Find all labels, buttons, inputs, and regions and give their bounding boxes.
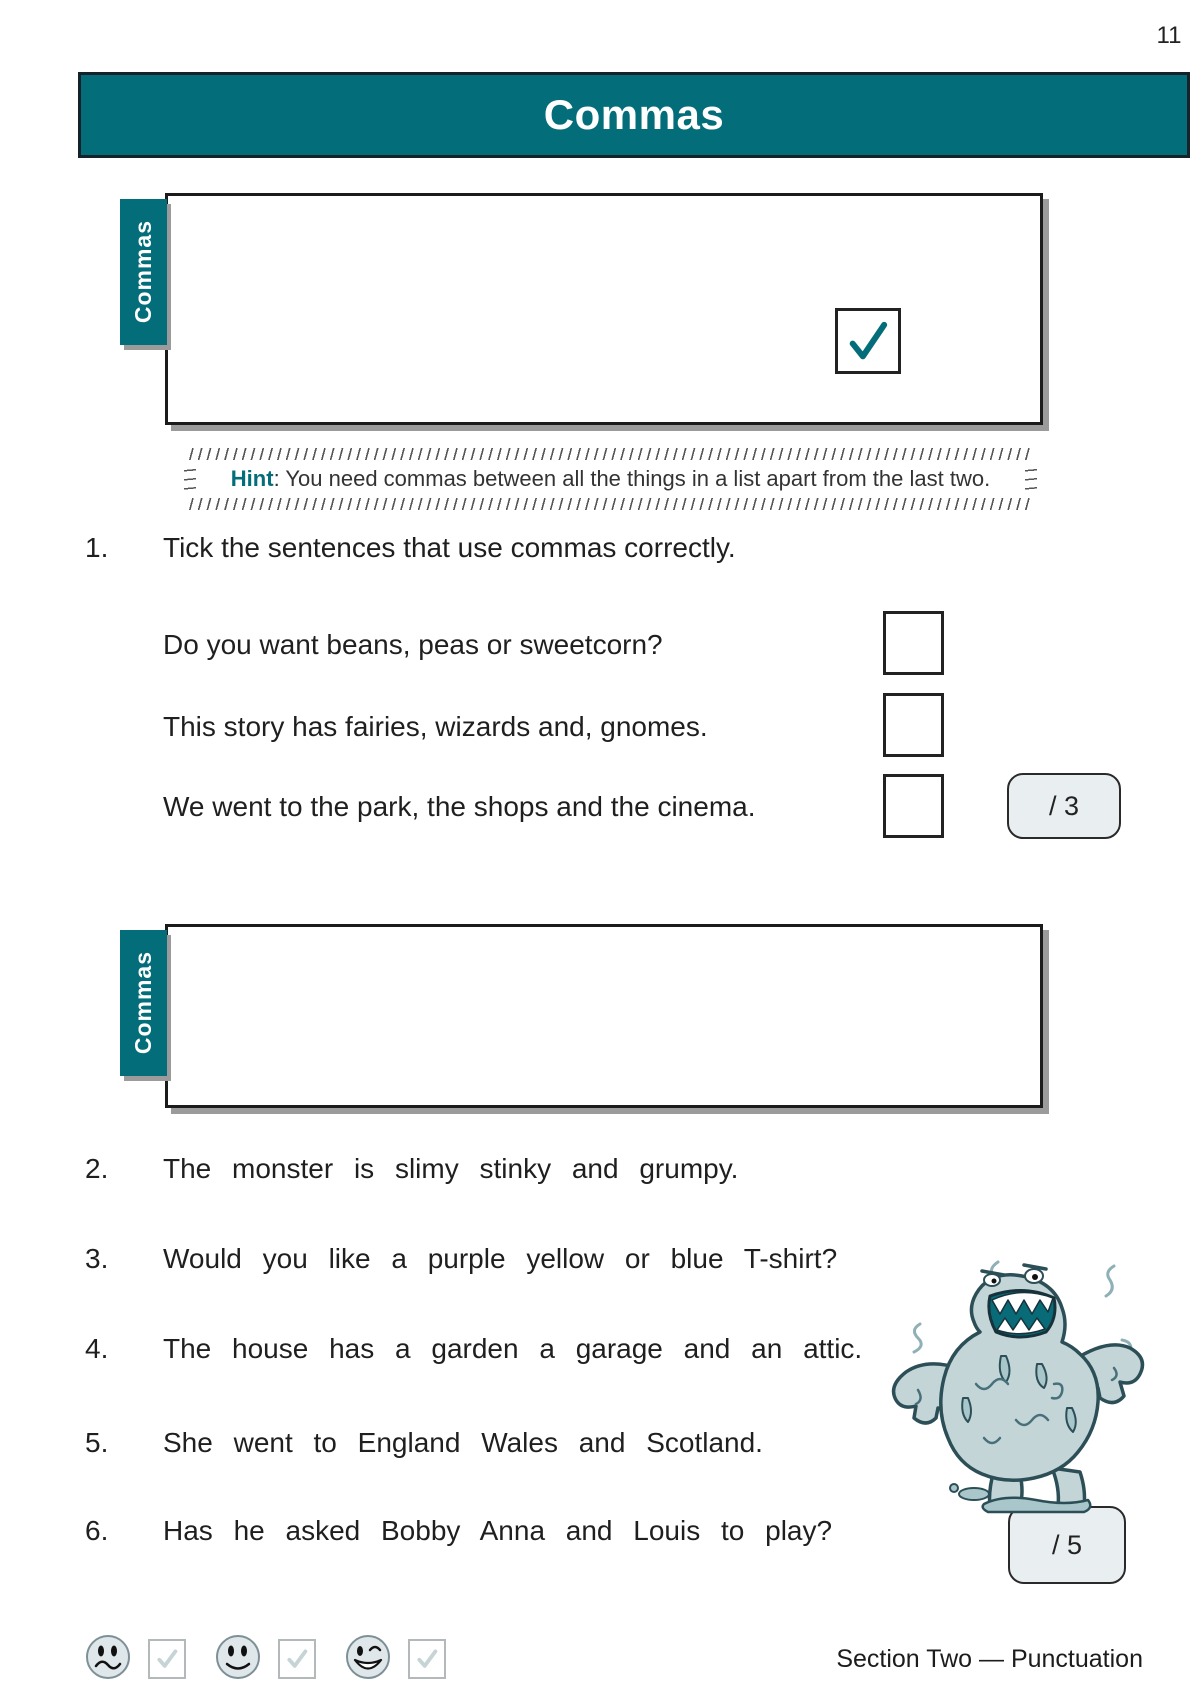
example-checkbox[interactable] bbox=[835, 308, 901, 374]
question-text: Has he asked Bobby Anna and Louis to play? bbox=[163, 1515, 833, 1546]
question-number: 3. bbox=[85, 1243, 109, 1274]
example-box-2 bbox=[165, 924, 1043, 1108]
question-text: Tick the sentences that use commas correctly. bbox=[163, 532, 736, 563]
footer-section-title: Section Two — Punctuation bbox=[836, 1645, 1143, 1673]
question-number: 2. bbox=[85, 1153, 109, 1184]
score-box-q1[interactable] bbox=[1007, 773, 1121, 839]
question-number: 6. bbox=[85, 1515, 109, 1546]
faint-check-icon bbox=[154, 1646, 180, 1672]
question-number: 5. bbox=[85, 1427, 109, 1458]
tab-label: Commas bbox=[130, 951, 156, 1055]
rating-checkbox-worried[interactable] bbox=[148, 1639, 186, 1679]
answer-checkbox-1[interactable] bbox=[883, 611, 944, 675]
question-text: She went to England Wales and Scotland. bbox=[163, 1427, 763, 1458]
worried-face-icon bbox=[84, 1633, 132, 1681]
score-box-q2-6[interactable] bbox=[1008, 1506, 1126, 1584]
neutral-face-icon bbox=[214, 1633, 262, 1681]
option-text: We went to the park, the shops and the cinema. bbox=[163, 791, 756, 822]
page-title: Commas bbox=[543, 91, 725, 138]
hint-border-bottom bbox=[188, 498, 1033, 510]
example-box-1 bbox=[165, 193, 1043, 425]
check-icon bbox=[845, 318, 891, 364]
rating-checkbox-neutral[interactable] bbox=[278, 1639, 316, 1679]
happy-wink-face-icon bbox=[344, 1633, 392, 1681]
question-text: The monster is slimy stinky and grumpy. bbox=[163, 1153, 739, 1184]
hint-text: Hint: You need commas between all the things in a list apart from the last two. bbox=[230, 466, 991, 491]
score-value: / 5 bbox=[1051, 1529, 1083, 1560]
hint-border-top bbox=[188, 448, 1033, 460]
faint-check-icon bbox=[414, 1646, 440, 1672]
tab-label: Commas bbox=[130, 220, 156, 324]
answer-checkbox-2[interactable] bbox=[883, 693, 944, 757]
hint-box bbox=[188, 448, 1033, 510]
commas-tab-1 bbox=[120, 199, 167, 345]
option-text: This story has fairies, wizards and, gnomes. bbox=[163, 711, 708, 742]
title-banner bbox=[78, 72, 1190, 158]
rating-checkbox-happy[interactable] bbox=[408, 1639, 446, 1679]
faint-check-icon bbox=[284, 1646, 310, 1672]
answer-checkbox-3[interactable] bbox=[883, 774, 944, 838]
hint-border-left bbox=[184, 466, 196, 492]
question-text: Would you like a purple yellow or blue T-shirt? bbox=[163, 1243, 838, 1274]
question-number: 1. bbox=[85, 532, 109, 563]
commas-tab-2 bbox=[120, 930, 167, 1076]
hint-border-right bbox=[1025, 466, 1037, 492]
page-number: 11 bbox=[1156, 22, 1182, 49]
question-number: 4. bbox=[85, 1333, 109, 1364]
question-text: The house has a garden a garage and an attic. bbox=[163, 1333, 863, 1364]
option-text: Do you want beans, peas or sweetcorn? bbox=[163, 629, 663, 660]
slime-monster-illustration bbox=[856, 1238, 1158, 1522]
score-value: / 3 bbox=[1048, 790, 1080, 821]
hint-label: Hint bbox=[230, 466, 274, 491]
